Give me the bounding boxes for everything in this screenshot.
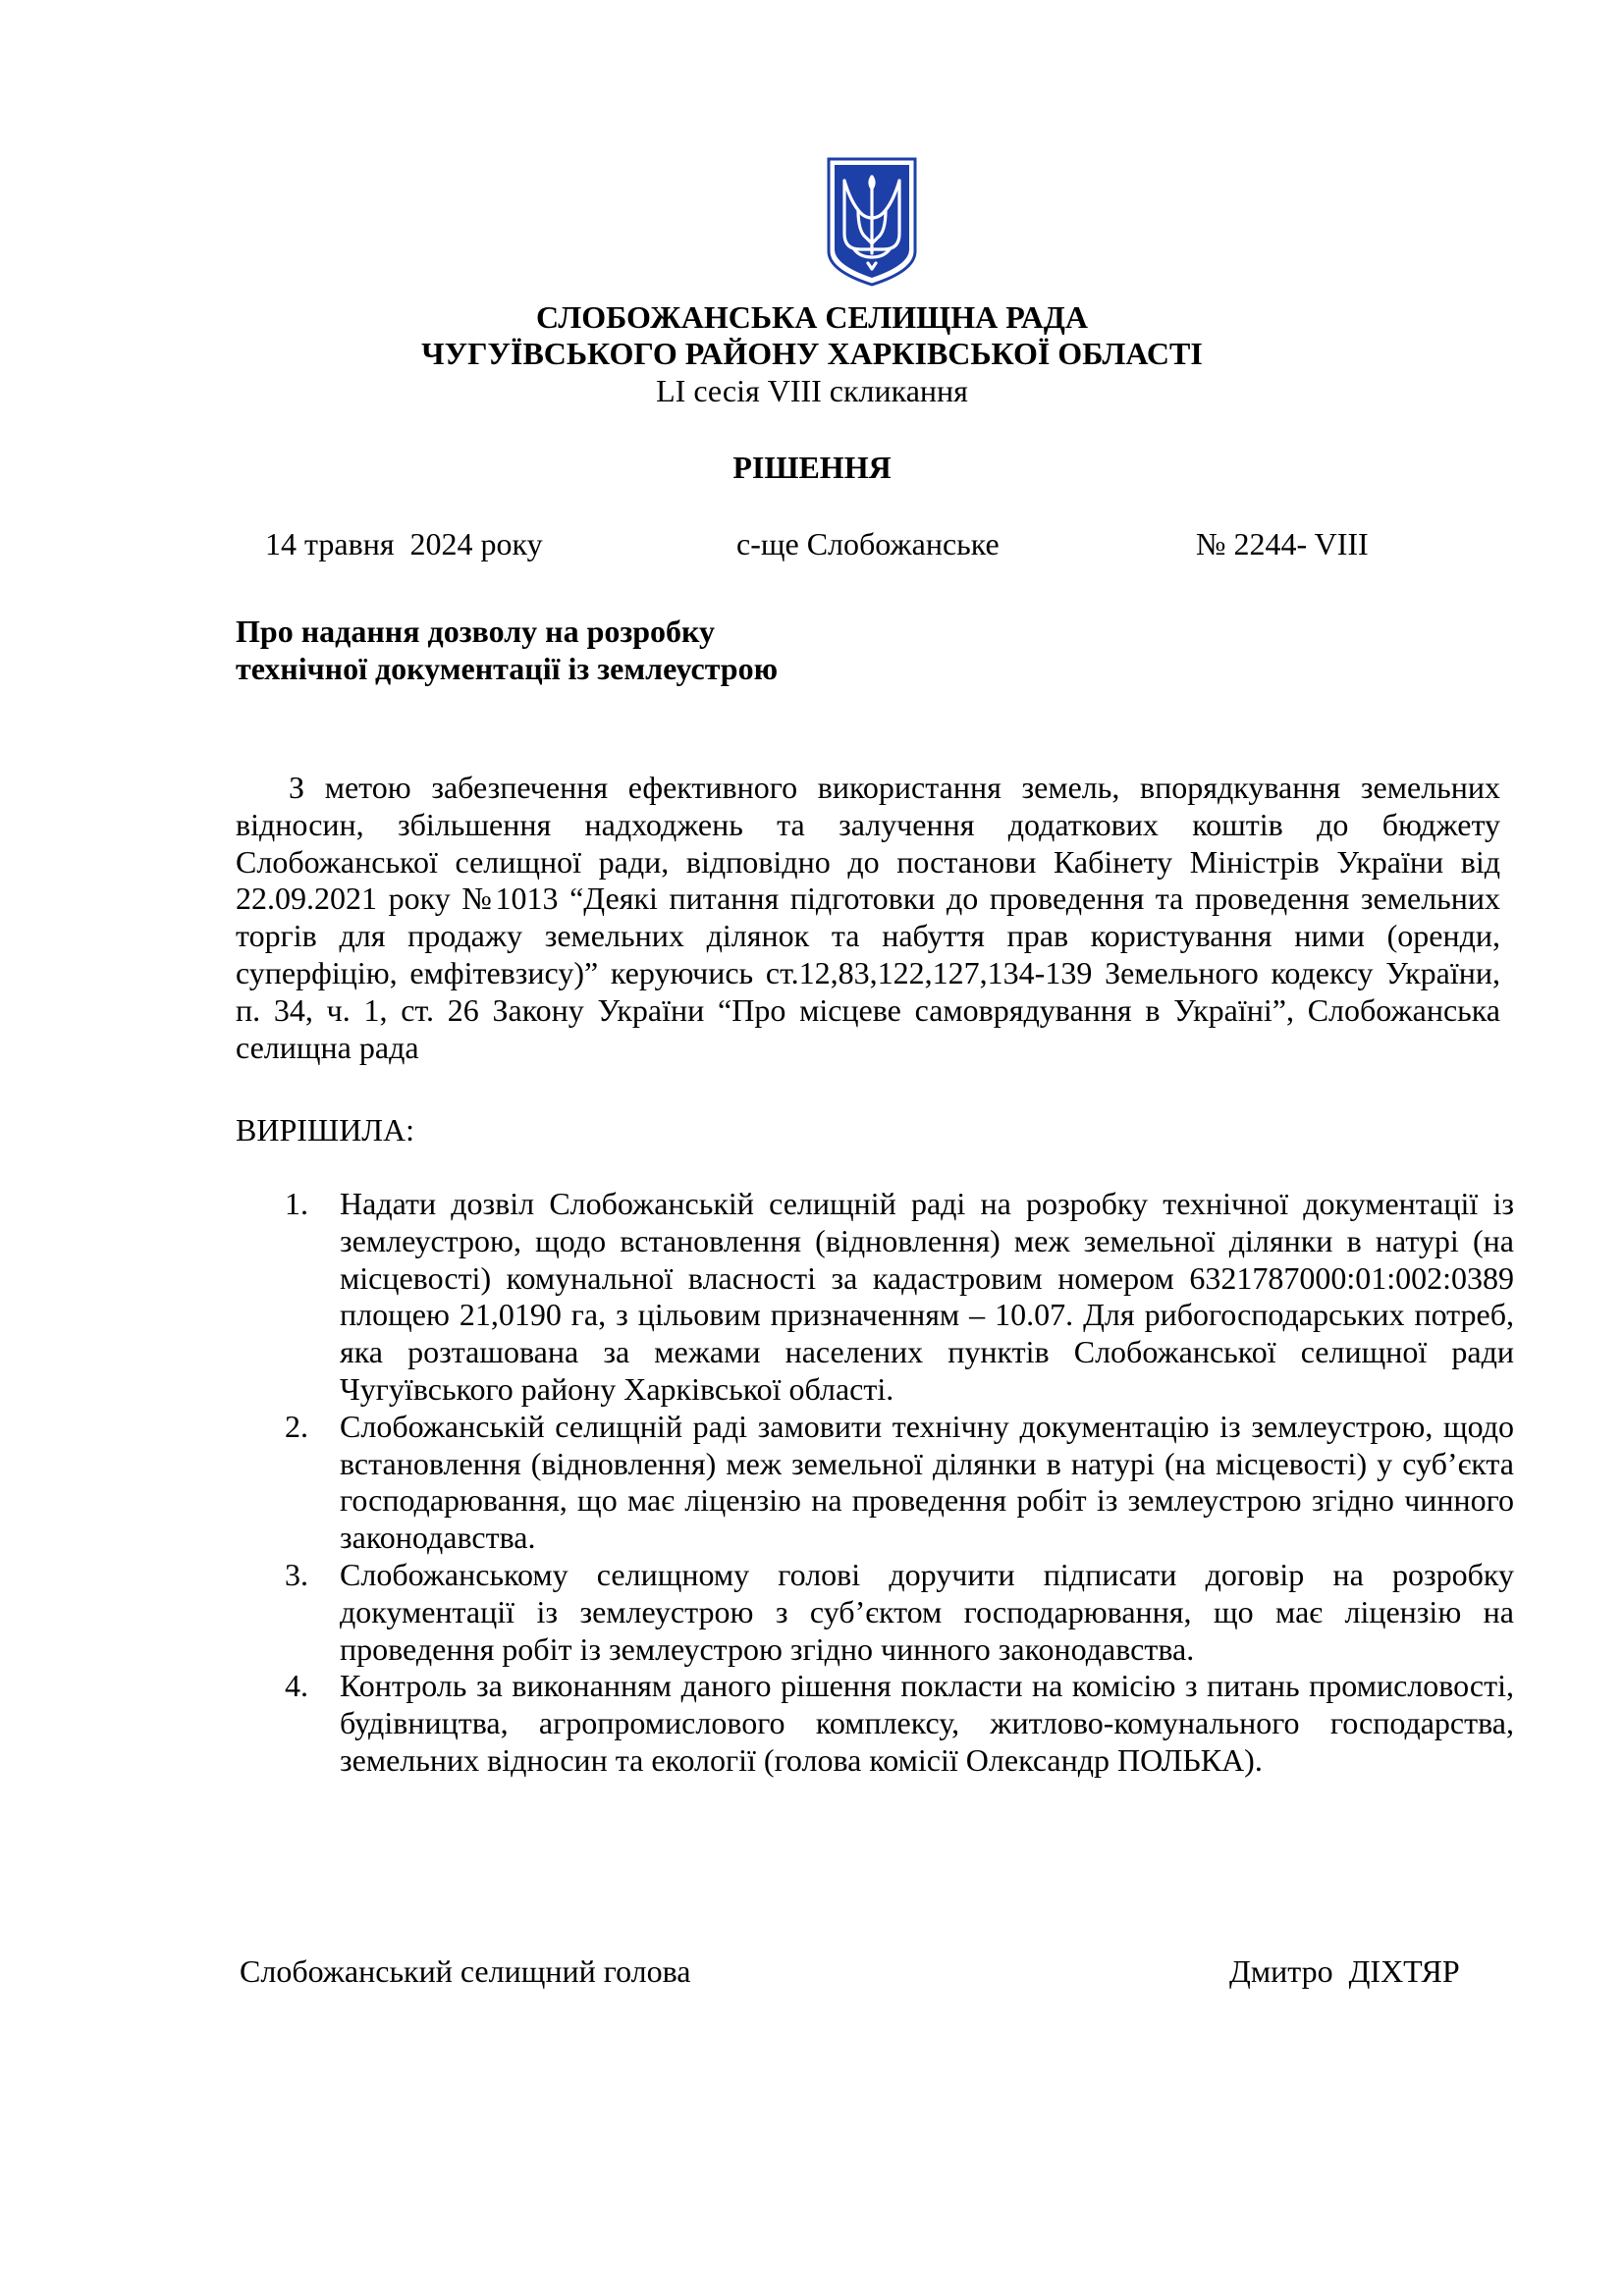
session-line: LI сесія VIII скликання (656, 373, 968, 408)
decision-subject-line1: Про надання дозволу на розробку (236, 614, 716, 649)
list-item-number: 2. (285, 1408, 308, 1444)
list-item-text: Слобожанському селищному голові доручити підписати договір на розробку документації із землеустрою з суб’єктом господарювання, що має ліцензію на проведення робіт із землеустрою згідно чинного законодавства. (340, 1556, 1514, 1667)
preamble-paragraph: З метою забезпечення ефективного використання земель, впорядкування земельних відносин, збільшення надходжень та залучення додаткових коштів до бюджету Слобожанської селищної ради, відповідно до постанови Кабінету Міністрів України від 22.09.2021 року №1013 “Деякі питання підготовки до проведення та проведення земельних торгів для продажу земельних ділянок та набуття прав користування ними (оренди, суперфіцію, емфітевзису)” керуючись ст.12,83,122,127,134-139 Земельного кодексу України, п. 34, ч. 1, ст. 26 Закону України “Про місцеве самоврядування в Україні”, Слобожанська селищна рада (236, 770, 1500, 1065)
decision-items-list (236, 1186, 1514, 1780)
decision-number: № 2244- VIII (1196, 526, 1369, 561)
council-name-line2: ЧУГУЇВСЬКОГО РАЙОНУ ХАРКІВСЬКОЇ ОБЛАСТІ (421, 336, 1203, 371)
list-item (236, 1186, 1514, 1409)
list-item-text: Слобожанській селищній раді замовити технічну документацію із землеустрою, щодо встановлення (відновлення) меж земельної ділянки в натурі (на місцевості) у суб’єкта господарювання, що має ліцензію на проведення робіт із землеустрою згідно чинного законодавства. (340, 1408, 1514, 1556)
list-item-text: Надати дозвіл Слобожанській селищній раді на розробку технічної документації із землеустрою, щодо встановлення (відновлення) меж земельної ділянки в натурі (на місцевості) комунальної власності за кадастровим номером 6321787000:01:002:0389 площею 21,0190 га, з цільовим призначенням – 10.07. Для рибогосподарських потреб, яка розташована за межами населених пунктів Слобожанської селищної ради Чугуївського району Харківської області. (340, 1186, 1514, 1407)
list-item (236, 1557, 1514, 1668)
decision-subject (236, 613, 778, 687)
signatory-name: Дмитро ДІХТЯР (1229, 1953, 1460, 1989)
council-name (0, 299, 1624, 372)
signatory-role: Слобожанський селищний голова (240, 1953, 691, 1989)
list-item-number: 1. (285, 1186, 308, 1221)
list-item-text: Контроль за виконанням даного рішення покласти на комісію з питань промисловості, будівництва, агропромислового комплексу, житлово-комунального господарства, земельних відносин та екології (голова комісії Олександр ПОЛЬКА). (340, 1668, 1514, 1778)
decision-date: 14 травня 2024 року (265, 526, 543, 561)
list-item-number: 4. (285, 1668, 308, 1704)
list-item (236, 1668, 1514, 1779)
council-name-line1: СЛОБОЖАНСЬКА СЕЛИЩНА РАДА (536, 299, 1088, 335)
decision-subject-line2: технічної документації із землеустрою (236, 651, 779, 686)
list-item-number: 3. (285, 1556, 308, 1592)
decided-label: ВИРІШИЛА: (236, 1112, 414, 1148)
list-item (236, 1409, 1514, 1557)
document-type-title: РІШЕННЯ (732, 450, 892, 485)
decision-place: с-ще Слобожанське (736, 526, 1000, 561)
ukraine-coat-of-arms-icon (825, 155, 919, 289)
